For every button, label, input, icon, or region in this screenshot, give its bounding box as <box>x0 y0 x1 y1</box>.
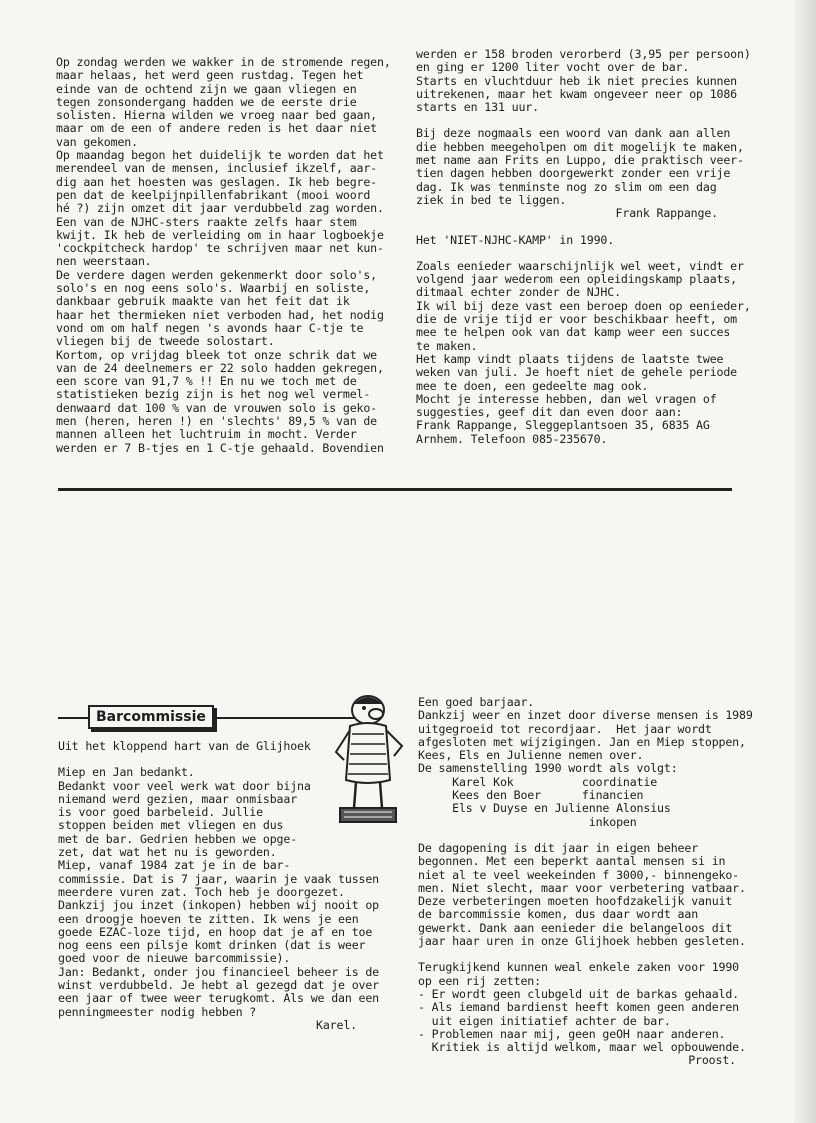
barcommissie-title: Barcommissie <box>88 705 214 729</box>
kamp-paragraph-contact: Mocht je interesse hebben, dan wel vragen of suggesties, geef dit dan even door aan: Frank Rappange, Sleggeplantsoen 35, 6835 AG Arnhem. Telefoon 085-235670. <box>416 391 717 446</box>
kamp-paragraph-dates: Het kamp vindt plaats tijdens de laatste twee weken van juli. Je hoeft niet de gehele periode mee te doen, een gedeelte mag ook. <box>416 351 738 393</box>
paragraph-miep-jan: Miep en Jan bedankt. Bedankt voor veel werk wat door bijna niemand werd gezien, maar onmisbaar is voor goed barbeleid. Jullie stoppen beiden met vliegen en dus met de bar. Gedrien hebben we opge- zet, dat wat het nu is geworden. <box>58 765 311 860</box>
barcommissie-right-column <box>418 696 758 1068</box>
kamp-paragraph-appeal: Ik wil bij deze vast een beroep doen op eenieder, die de vrije tijd er voor beschikbaar heeft, om mee te helpen ook van dat kamp weer een succes te maken. <box>416 298 751 353</box>
left-column <box>56 56 396 455</box>
barcommissie-left-column <box>58 739 380 1032</box>
paragraph-miep: Miep, vanaf 1984 zat je in de bar- commissie. Dat is 7 jaar, waarin je vaak tussen meerdere vuren zat. Toch heb je doorgezet. Dankzij jou inzet (inkopen) hebben wij nooit op een droogje hoeven te zitten. Ik wens je een goede EZAC-loze tijd, en hoop dat je af en toe nog eens een pilsje komt drinken (dat is weer goed voor de nieuwe barcommissie). <box>58 858 380 966</box>
paragraph-dagopening: De dagopening is dit jaar in eigen beheer begonnen. Met een beperkt aantal mensen si in niet al te veel weekeinden f 3000,- binnengeko- men. Niet slecht, maar voor verbetering vatbaar. Deze verbeteringen moeten hoofdzakelijk vanuit de barcommissie komen, dus daar wordt aan gewerkt. Dank aan eenieder die belangeloos dit jaar haar uren in onze Glijhoek hebben gesleten. <box>418 840 746 949</box>
paragraph-solos: De verdere dagen werden gekenmerkt door solo's, solo's en nog eens solo's. Waarbij en soliste, dankbaar gebruik maakte van het feit dat ik haar het thermieken niet verboden had, het nodig vond om om half negen 's avonds haar C-tje te vliegen bij de tweede solostart. <box>56 267 384 349</box>
page-edge-shadow <box>794 0 816 1123</box>
paragraph-barjaar: Een goed barjaar. Dankzij weer en inzet door diverse mensen is 1989 uitgegroeid tot recordjaar. Het jaar wordt afgesloten met wijzigingen. Jan en Miep stoppen, Kees, Els en Julienne nemen over. De samenstelling 1990 wordt als volgt: Karel Kok coordinatie Kees den Boer financien Els v Duyse en Julienne Alonsius inkopen <box>418 695 753 829</box>
paragraph-terugkijkend: Terugkijkend kunnen weal enkele zaken voor 1990 op een rij zetten: - Er wordt geen clubgeld uit de barkas gehaald. - Als iemand bardienst heeft komen geen anderen uit eigen initiatief achter de bar. - Problemen naar mij, geen geOH naar anderen. Kritiek is altijd welkom, maar wel opbouwende. <box>418 960 746 1055</box>
paragraph-sunday: Op zondag werden we wakker in de stromende regen, maar helaas, het werd geen rustdag. Tegen het einde van de ochtend zijn we gaan vliegen en tegen zonsondergang hadden we de eerste drie solisten. Hierna wilden we vroeg naar bed gaan, maar om de een of andere reden is het daar niet van gekomen. <box>56 55 391 149</box>
paragraph-statistics: Kortom, op vrijdag bleek tot onze schrik dat we van de 24 deelnemers er 22 solo hadden gekregen, een score van 91,7 % !! En nu we toch met de statistieken bezig zijn is het nog wel vermel- denwaard dat 100 % van de vrouwen solo is geko- men (heren, heren !) en 'slechts' 89,5 % van de mannen alleen het luchtruim in mocht. Verder werden er 7 B-tjes en 1 C-tje gehaald. Bovendien <box>56 347 384 455</box>
barcommissie-header <box>58 705 358 729</box>
paragraph-jan: Jan: Bedankt, onder jou financieel beheer is de winst verdubbeld. Je hebt al gezegd dat je over een jaar of twee weer terugkomt. Als we dan een penningmeester nodig hebben ? <box>58 964 380 1019</box>
bartender-cartoon-illustration <box>318 690 418 830</box>
kamp-title: Het 'NIET-NJHC-KAMP' in 1990. <box>416 232 615 247</box>
paragraph-monday: Op maandag begon het duidelijk te worden dat het merendeel van de mensen, inclusief ikzelf, aar- dig aan het hoesten was geslagen. Ik heb begre- pen dat de keelpijnpillenfabrikant (mooi woord hé ?) zijn omzet dit jaar verdubbeld zag worden. Een van de NJHC-sters raakte zelfs haar stem kwijt. Ik heb de verleiding om in haar logboekje 'cockpitcheck hardop' te schrijven maar net kun- nen weerstaan. <box>56 148 384 269</box>
paragraph-bread: werden er 158 broden verorberd (3,95 per persoon) en ging er 1200 liter vocht over de bar. Starts en vluchtduur heb ik niet precies kunnen uitrekenen, maar het kwam ongeveer neer op 1086 starts en 131 uur. <box>416 47 751 115</box>
signature-proost: Proost. <box>688 1053 736 1068</box>
signature-frank: Frank Rappange. <box>615 206 718 221</box>
signature-karel: Karel. <box>316 1017 357 1032</box>
paragraph-thanks: Bij deze nogmaals een woord van dank aan allen die hebben meegeholpen om dit mogelijk te maken, met name aan Frits en Luppo, die praktisch veer- tien dagen hebben doorgewerkt zonder een vrije dag. Ik was tenminste nog zo slim om een dag ziek in bed te liggen. <box>416 126 744 207</box>
kamp-paragraph-intro: Zoals eenieder waarschijnlijk wel weet, vindt er volgend jaar wederom een opleidingskamp plaats, ditmaal echter zonder de NJHC. <box>416 258 744 300</box>
barcommissie-subtitle: Uit het kloppend hart van de Glijhoek <box>58 739 311 753</box>
right-column <box>416 48 756 446</box>
section-divider <box>58 488 732 491</box>
